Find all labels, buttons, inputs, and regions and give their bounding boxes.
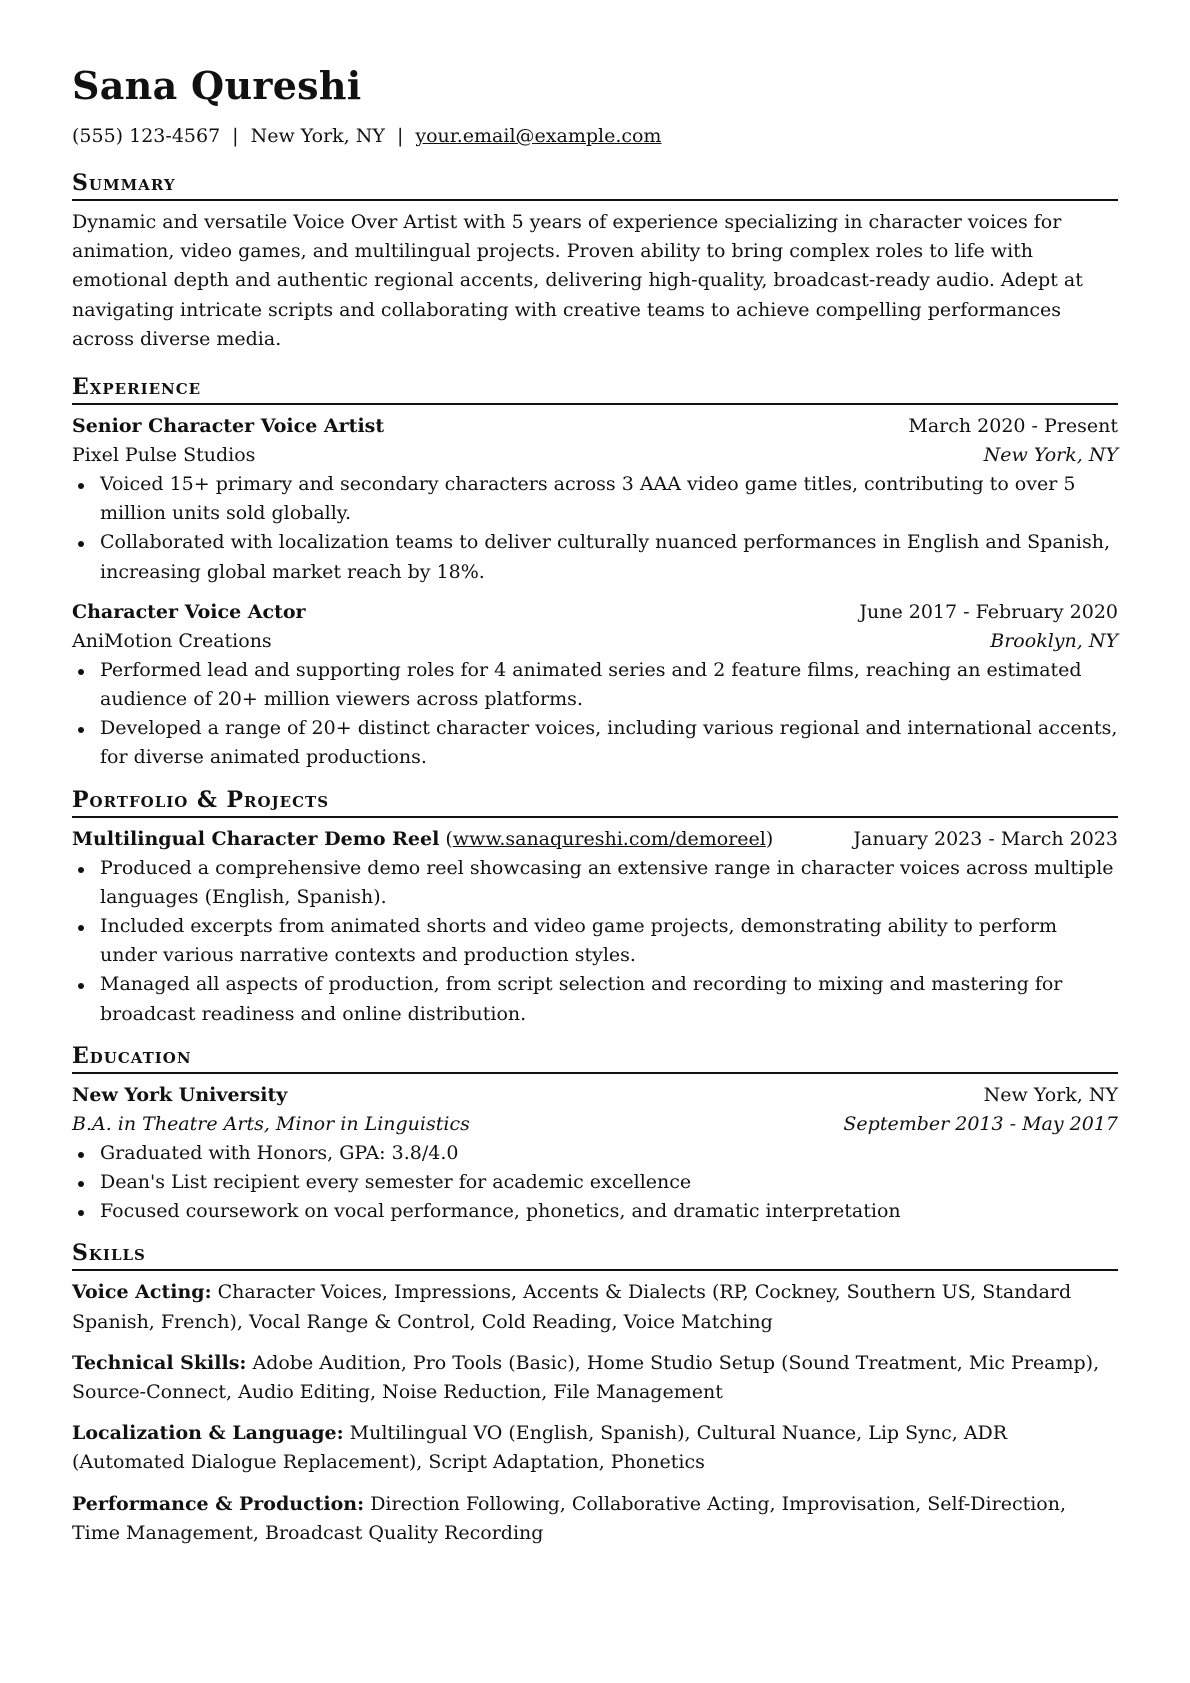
bullet-icon [78,541,84,547]
education-entry [72,1081,1118,1227]
list-item [72,1197,1118,1226]
phone-number: (555) 123-4567 [72,125,221,147]
job-header [72,598,1118,627]
list-item [72,1168,1118,1197]
location: New York, NY [250,125,385,147]
demo-reel-link[interactable]: www.sanaqureshi.com/demoreel [452,827,766,850]
list-item [72,528,1118,586]
summary-text: Dynamic and versatile Voice Over Artist with 5 years of experience specializing in character voices for animation, video games, and multilingual projects. Proven ability to bring complex roles to life with emotional depth and authentic regional accents, delivering high-quality, broadcast-ready audio. Adept at navigating intricate scripts and collaborating with creative teams to achieve compelling performances across diverse media. [72,211,1083,350]
skill-label: Technical Skills: [72,1351,247,1374]
bullet-icon [78,483,84,489]
bullet-text: Voiced 15+ primary and secondary characters across 3 AAA video game titles, contributing to over 5 million units sold globally. [100,473,1076,525]
skill-group [72,1490,1118,1548]
skill-text: Direction Following, Collaborative Acting, Improvisation, Self-Direction, Time Management, Broadcast Quality Recording [72,1492,1067,1544]
project-title-line [72,825,773,854]
bullet-text: Dean's List recipient every semester for academic excellence [100,1171,692,1194]
job-subheader [72,441,1118,470]
skills-section [72,1240,1118,1548]
email-link[interactable]: your.email@example.com [415,125,662,147]
job-role: Character Voice Actor [72,600,306,623]
skill-text: Adobe Audition, Pro Tools (Basic), Home Studio Setup (Sound Treatment, Mic Preamp), Source-Connect, Audio Editing, Noise Reduction, File Management [72,1351,1100,1404]
education-header [72,1081,1118,1110]
job-dates: June 2017 - February 2020 [859,600,1118,623]
project-name: Multilingual Character Demo Reel [72,827,440,850]
education-dates: September 2013 - May 2017 [843,1112,1118,1135]
bullet-text: Developed a range of 20+ distinct character voices, including various regional and international accents, for diverse animated productions. [100,717,1118,769]
bullet-text: Performed lead and supporting roles for 4 animated series and 2 feature films, reaching an estimated audience of 20+ million viewers across platforms. [100,658,1082,711]
section-title: Summary [72,170,1118,201]
paren-close: ) [765,827,774,850]
separator: | [232,125,239,147]
experience-section [72,374,1118,773]
school-name: New York University [72,1083,288,1106]
bullet-icon [78,1152,84,1158]
paren-open: ( [445,827,453,850]
portfolio-section [72,787,1118,1029]
education-bullets [72,1139,1118,1227]
list-item [72,1139,1118,1168]
bullet-text: Focused coursework on vocal performance, phonetics, and dramatic interpretation [100,1200,901,1223]
section-title: Experience [72,374,1118,405]
job-header [72,412,1118,441]
bullet-icon [78,867,84,873]
bullet-icon [78,1181,84,1187]
job-bullets [72,656,1118,773]
separator: | [396,125,404,147]
job-location: Brooklyn, NY [990,629,1118,652]
project-entry [72,825,1118,1029]
skill-text: Character Voices, Impressions, Accents & Dialects (RP, Cockney, Southern US, Standard Spanish, French), Vocal Range & Control, Cold Reading, Voice Matching [72,1281,1072,1333]
bullet-icon [78,925,84,931]
job-company: AniMotion Creations [72,629,272,652]
contact-line [72,124,1118,148]
degree: B.A. in Theatre Arts, Minor in Linguistics [72,1112,470,1135]
skill-label: Voice Acting: [72,1281,212,1304]
job-bullets [72,470,1118,587]
section-title: Education [72,1043,1118,1074]
list-item [72,854,1118,912]
job-entry [72,598,1118,773]
bullet-text: Produced a comprehensive demo reel showcasing an extensive range in character voices across multiple languages (English, Spanish). [100,856,1114,908]
job-location: New York, NY [983,444,1118,467]
job-role: Senior Character Voice Artist [72,415,385,438]
project-header [72,825,1118,854]
bullet-text: Graduated with Honors, GPA: 3.8/4.0 [100,1141,459,1164]
section-title: Skills [72,1240,1118,1271]
list-item [72,912,1118,970]
bullet-icon [78,983,84,989]
bullet-icon [78,727,84,733]
section-title: Portfolio & Projects [72,787,1118,818]
school-location: New York, NY [983,1083,1118,1106]
job-subheader [72,627,1118,656]
job-entry [72,412,1118,587]
bullet-icon [78,669,84,675]
candidate-name: Sana Qureshi [72,63,362,108]
bullet-text: Included excerpts from animated shorts and video game projects, demonstrating ability to perform under various narrative contexts and production styles. [100,915,1057,967]
list-item [72,714,1118,772]
skill-text: Multilingual VO (English, Spanish), Cultural Nuance, Lip Sync, ADR (Automated Dialogue Replacement), Script Adaptation, Phonetics [72,1422,1008,1474]
skill-group [72,1278,1118,1336]
list-item [72,970,1118,1028]
bullet-icon [78,1210,84,1216]
skill-group [72,1419,1118,1477]
skill-label: Performance & Production: [72,1492,365,1515]
education-subheader [72,1110,1118,1139]
job-company: Pixel Pulse Studios [72,444,256,467]
summary-section [72,170,1118,354]
project-dates: January 2023 - March 2023 [853,827,1118,850]
skill-group [72,1349,1118,1407]
job-dates: March 2020 - Present [908,415,1118,438]
bullet-text: Collaborated with localization teams to deliver culturally nuanced performances in English and Spanish, increasing global market reach by 18%. [100,531,1110,583]
list-item [72,470,1118,528]
skill-label: Localization & Language: [72,1422,344,1445]
project-bullets [72,854,1118,1029]
list-item [72,656,1118,714]
education-section [72,1043,1118,1227]
bullet-text: Managed all aspects of production, from script selection and recording to mixing and mastering for broadcast readiness and online distribution. [100,973,1063,1025]
